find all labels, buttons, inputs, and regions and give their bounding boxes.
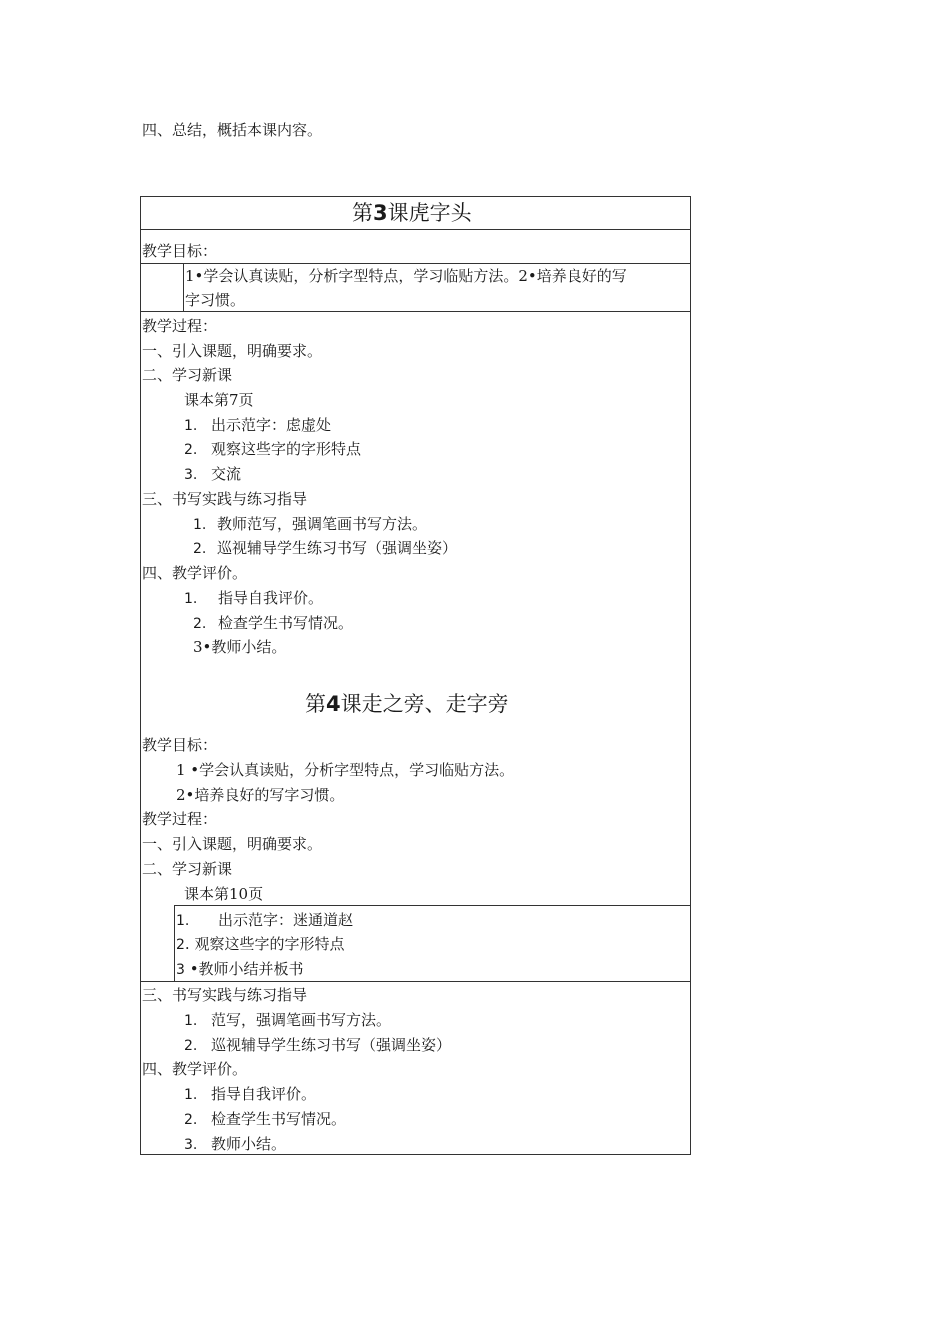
list-item: 1. 指导自我评价。 <box>184 1085 317 1103</box>
lesson3-goal-line2: 字习惯。 <box>185 291 246 309</box>
list-item: 1. 指导自我评价。 <box>184 589 324 607</box>
lesson4-title: 第4课走之旁、走字旁 <box>305 692 509 716</box>
list-item: 2. 观察这些字的字形特点 <box>176 935 345 953</box>
list-item: 3. 教师小结。 <box>184 1135 287 1153</box>
list-item: 2. 巡视辅导学生练习书写（强调坐姿） <box>184 1036 452 1054</box>
list-item: 1. 范写，强调笔画书写方法。 <box>184 1011 392 1029</box>
table-rule <box>174 905 691 906</box>
lesson3-process-label: 教学过程： <box>142 317 218 335</box>
lesson4-goal-line2: 2•培养良好的写字习惯。 <box>176 786 345 804</box>
lesson3-goal-label: 教学目标： <box>142 242 218 260</box>
lesson4-step1: 一、引入课题，明确要求。 <box>142 835 323 853</box>
list-item: 2. 观察这些字的字形特点 <box>184 440 362 458</box>
lesson4-step2: 二、学习新课 <box>142 860 233 878</box>
list-item: 1. 出示范字：迷通道赵 <box>176 911 354 929</box>
lesson3-page-ref: 课本第7页 <box>184 391 254 409</box>
list-item: 2. 检查学生书写情况。 <box>184 1110 347 1128</box>
lesson3-step1: 一、引入课题，明确要求。 <box>142 342 323 360</box>
lesson3-step3: 三、书写实践与练习指导 <box>142 490 308 508</box>
list-item: 1. 出示范字：虑虚处 <box>184 416 332 434</box>
lesson3-step2: 二、学习新课 <box>142 366 233 384</box>
lesson4-process-label: 教学过程： <box>142 810 218 828</box>
table-rule <box>140 311 691 312</box>
table-rule <box>140 263 691 264</box>
summary-line: 四、总结，概括本课内容。 <box>142 121 323 139</box>
lesson4-goal-line1: 1 •学会认真读贴，分析字型特点，学习临贴方法。 <box>176 761 515 779</box>
list-item: 3. 交流 <box>184 465 242 483</box>
list-item: 1. 教师范写，强调笔画书写方法。 <box>193 515 428 533</box>
table-rule <box>140 229 691 230</box>
lesson3-goal-line1: 1•学会认真读贴，分析字型特点，学习临贴方法。2•培养良好的写 <box>185 267 627 285</box>
lesson3-title: 第3课虎字头 <box>352 201 472 225</box>
table-rule <box>174 905 175 981</box>
lesson4-step4: 四、教学评价。 <box>142 1060 248 1078</box>
table-rule <box>183 263 184 311</box>
list-item: 3•教师小结。 <box>193 638 287 656</box>
list-item: 2. 巡视辅导学生练习书写（强调坐姿） <box>193 539 458 557</box>
lesson4-goal-label: 教学目标： <box>142 736 218 754</box>
list-item: 3 •教师小结并板书 <box>176 960 304 978</box>
list-item: 2. 检查学生书写情况。 <box>193 614 354 632</box>
lesson4-page-ref: 课本第10页 <box>184 885 264 903</box>
lesson3-step4: 四、教学评价。 <box>142 564 248 582</box>
lesson4-step3: 三、书写实践与练习指导 <box>142 986 308 1004</box>
table-rule <box>140 981 691 982</box>
